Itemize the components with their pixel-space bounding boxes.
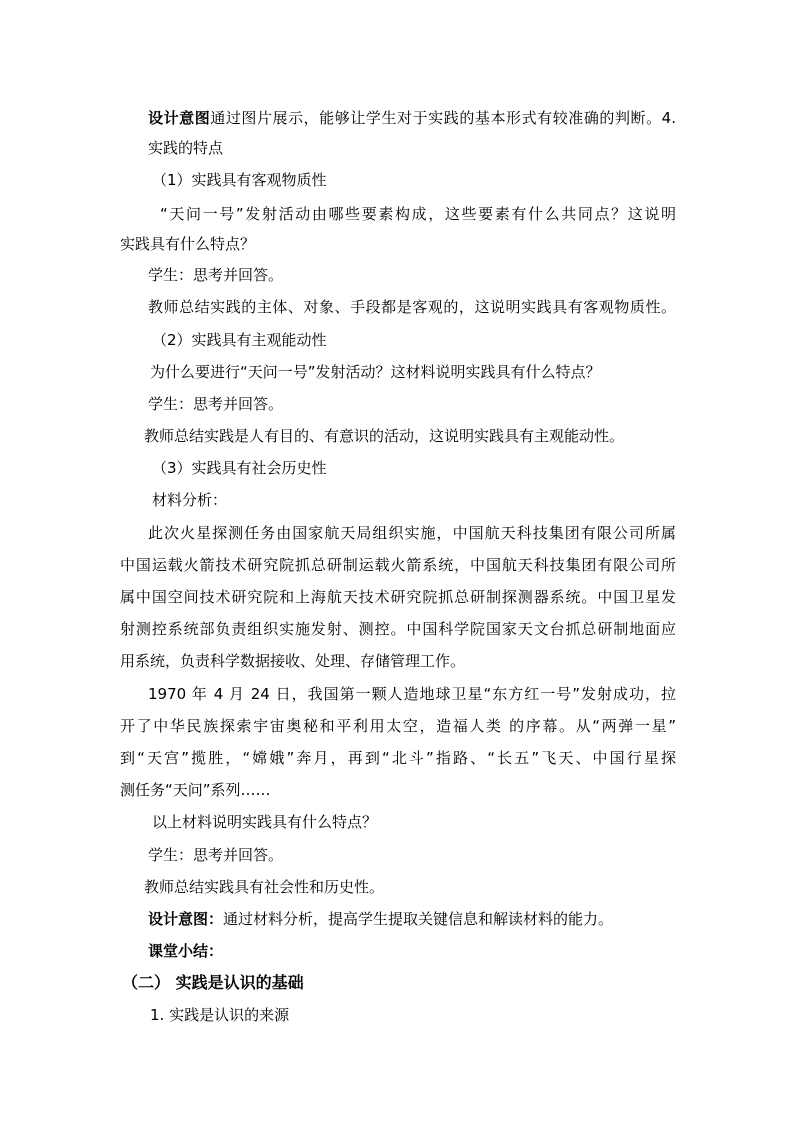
paragraph-line: 实践的特点 [148, 139, 224, 157]
numbered-subheading: 1. 实践是认识的来源 [150, 1006, 290, 1024]
design-intent-text: 通过材料分析，提高学生提取关键信息和解读材料的能力。 [223, 910, 614, 928]
material-paragraph-line: 属中国空间技术研究院和上海航天技术研究院抓总研制探测器系统。中国卫星发 [120, 588, 676, 606]
question-line: 为什么要进行“天问一号”发射活动？这材料说明实践具有什么特点？ [150, 363, 601, 381]
material-analysis-label: 材料分析： [152, 491, 228, 509]
question-line: “天问一号”发射活动由哪些要素构成，这些要素有什么共同点？这说明 [160, 205, 676, 223]
design-intent-text: 通过图片展示，能够让学生对于实践的基本形式有较准确的判断。4. [210, 109, 676, 127]
history-paragraph-line: 测任务“天问”系列…… [120, 781, 271, 799]
design-intent-label: 设计意图 [148, 109, 211, 127]
subheading-subjective: （2）实践具有主观能动性 [152, 331, 327, 349]
teacher-summary: 教师总结实践是人有目的、有意识的活动，这说明实践具有主观能动性。 [144, 427, 625, 445]
subheading-objective: （1）实践具有客观物质性 [152, 171, 327, 189]
material-paragraph-line: 射测控系统部负责组织实施发射、测控。中国科学院国家天文台抓总研制地面应 [120, 620, 676, 638]
student-answer: 学生：思考并回答。 [148, 395, 284, 413]
student-answer: 学生：思考并回答。 [148, 846, 284, 864]
question-line: 以上材料说明实践具有什么特点？ [152, 813, 378, 831]
teacher-summary: 教师总结实践具有社会性和历史性。 [144, 878, 385, 896]
design-intent-line-2 [148, 907, 613, 931]
question-line-cont: 实践具有什么特点？ [120, 235, 256, 253]
teacher-summary: 教师总结实践的主体、对象、手段都是客观的，这说明实践具有客观物质性。 [148, 298, 676, 316]
history-paragraph-line: 开了中华民族探索宇宙奥秘和平利用太空，造福人类 的序幕。从“两弹一星” [120, 717, 676, 735]
section-heading: （二） 实践是认识的基础 [122, 973, 304, 992]
material-paragraph-line: 中国运载火箭技术研究院抓总研制运载火箭系统，中国航天科技集团有限公司所 [120, 556, 676, 574]
history-paragraph-line: 到“天宫”揽胜，“嫦娥”奔月，再到“北斗”指路、“长五”飞天、中国行星探 [120, 749, 676, 767]
student-answer: 学生：思考并回答。 [148, 266, 284, 284]
subheading-social-historical: （3）实践具有社会历史性 [152, 459, 327, 477]
class-summary-heading: 课堂小结： [148, 942, 224, 960]
history-paragraph-line: 1970 年 4 月 24 日，我国第一颗人造地球卫星“东方红一号”发射成功，拉 [148, 685, 676, 703]
design-intent-label: 设计意图： [148, 910, 224, 928]
design-intent-line-1 [148, 106, 676, 130]
material-paragraph-line: 用系统，负责科学数据接收、处理、存储管理工作。 [120, 652, 466, 670]
material-paragraph-line: 此次火星探测任务由国家航天局组织实施，中国航天科技集团有限公司所属 [148, 524, 676, 542]
